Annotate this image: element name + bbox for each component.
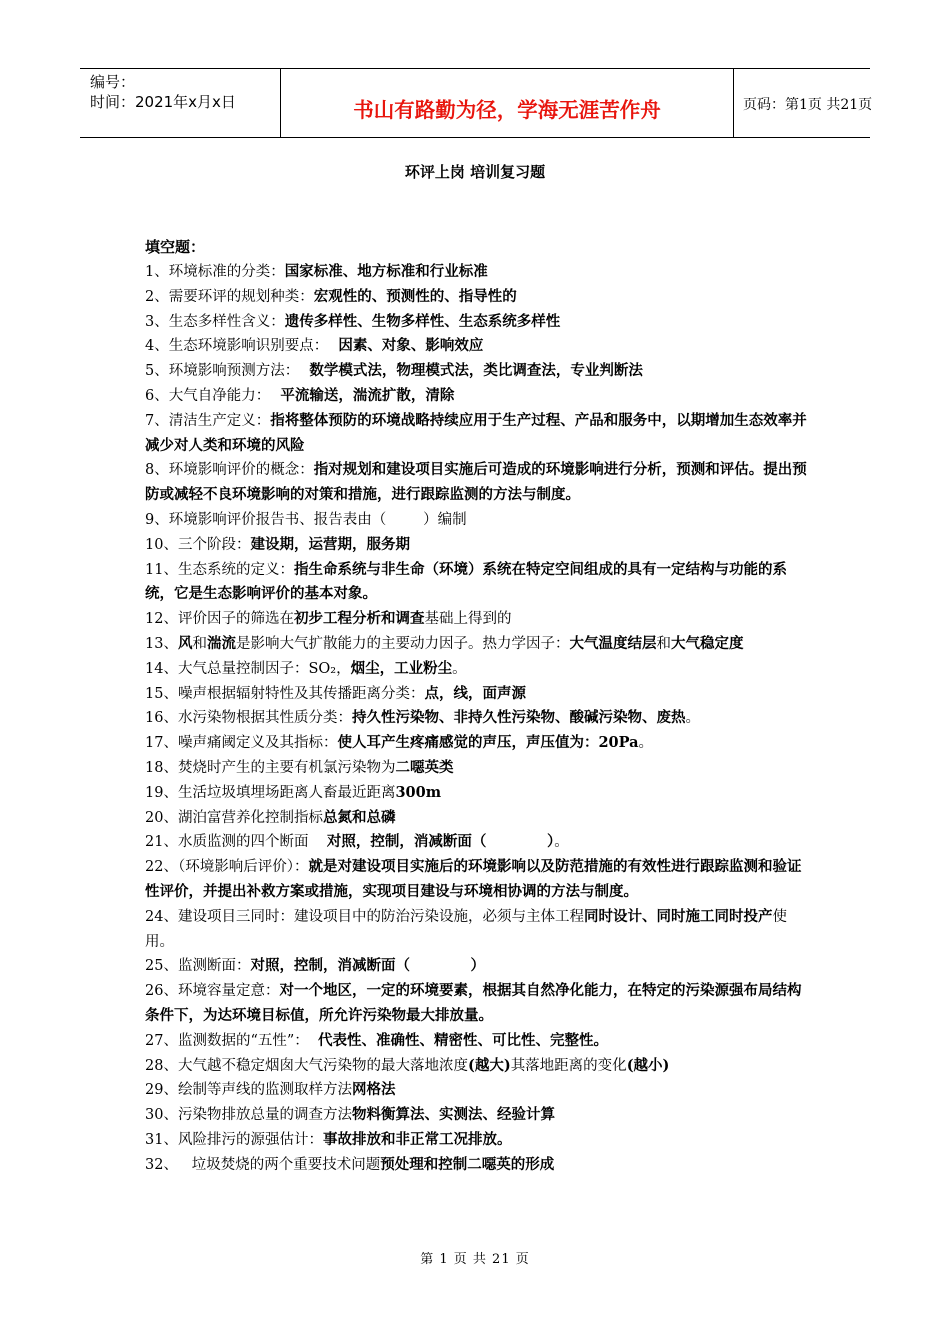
question-text: 11、生态系统的定义： [145, 561, 294, 578]
answer-text: 湍流 [206, 634, 236, 652]
answer-text: 同时设计、同时施工同时投产 [583, 907, 773, 925]
question-text: 31、风险排污的源强估计： [145, 1131, 323, 1148]
answer-text: (越小) [626, 1056, 670, 1074]
question-text: 其落地距离的变化 [510, 1057, 627, 1074]
question-text: 是影响大气扩散能力的主要动力因子。热力学因子： [235, 635, 570, 652]
question-text: 基础上得到的 [424, 611, 512, 628]
question-text: 。 [638, 735, 654, 752]
question-text: 9、环境影响评价报告书、报告表由（ ）编制 [145, 511, 467, 528]
question-item [145, 855, 813, 905]
answer-text: 初步工程分析和调查 [293, 610, 425, 628]
question-item [145, 310, 813, 335]
page-info: 页码：第1页 共21页 [743, 97, 873, 113]
question-text: 21、水质监测的四个断面 [145, 834, 327, 851]
question-item [145, 508, 813, 533]
question-item [145, 830, 813, 855]
question-text: 24、建设项目三同时：建设项目中的防治污染设施，必须与主体工程 [145, 908, 584, 925]
answer-text: 对照，控制，消减断面（ ） [250, 957, 486, 975]
question-item [145, 285, 813, 310]
answer-text: 代表性、准确性、精密性、可比性、完整性。 [318, 1031, 608, 1049]
answer-text: 点，线，面声源 [424, 684, 526, 702]
document-time-label: 时间：2021年x月x日 [90, 93, 236, 111]
answer-text: 网格法 [351, 1081, 396, 1099]
question-item [145, 607, 813, 632]
question-text: 32、 垃圾焚烧的两个重要技术问题 [145, 1156, 381, 1173]
answer-text: 大气稳定度 [670, 634, 744, 652]
question-item [145, 1128, 813, 1153]
question-text: 16、水污染物根据其性质分类： [145, 710, 352, 727]
document-number-label: 编号： [90, 73, 136, 91]
answer-text: 二噁英类 [395, 758, 454, 776]
question-item [145, 334, 813, 359]
question-item [145, 533, 813, 558]
question-item [145, 359, 813, 384]
page-header [80, 68, 873, 138]
question-text: 3、生态多样性含义： [145, 313, 285, 330]
answer-text: 就是对建设项目实施后的环境影响以及防范措施的有效性进行跟踪监测和验证性评价，并提出补救方案或措施，实现项目建设与环境相协调的方法与制度。 [145, 858, 802, 900]
question-item [145, 260, 813, 285]
question-text: 6、大气自净能力： [145, 387, 271, 404]
header-left-cell [80, 69, 280, 137]
answer-text: 预处理和控制二噁英的形成 [380, 1155, 555, 1173]
question-item [145, 682, 813, 707]
question-item [145, 905, 813, 955]
question-list [145, 260, 813, 1177]
header-motto-cell [280, 69, 734, 137]
question-text: 。 [554, 834, 569, 851]
question-text: 20、湖泊富营养化控制指标 [145, 809, 323, 826]
answer-text: 烟尘，工业粉尘 [350, 659, 453, 677]
question-text: 和 [192, 635, 207, 652]
question-item [145, 806, 813, 831]
question-text: 10、三个阶段： [145, 536, 251, 553]
answer-text: (越大) [467, 1056, 511, 1074]
answer-text: 平流输送，湍流扩散，清除 [270, 386, 455, 404]
question-text: 25、监测断面： [145, 958, 251, 975]
answer-text: 使人耳产生疼痛感觉的声压，声压值为：20Pa [337, 734, 639, 752]
question-text: 和 [656, 635, 671, 652]
answer-text: 数学模式法，物理模式法，类比调查法，专业判断法 [299, 362, 643, 380]
question-item [145, 1029, 813, 1054]
answer-text: 300m [395, 783, 442, 801]
question-item [145, 558, 813, 608]
answer-text: 遗传多样性、生物多样性、生态系统多样性 [284, 312, 561, 330]
question-text: 17、噪声痛阈定义及其指标： [145, 735, 338, 752]
question-text: 4、生态环境影响识别要点： [145, 338, 329, 355]
answer-text: 指将整体预防的环境战略持续应用于生产过程、产品和服务中，以期增加生态效率并减少对人类和环境的风险 [145, 411, 807, 454]
header-right-cell [733, 69, 873, 137]
question-item [145, 657, 813, 682]
answer-text: 事故排放和非正常工况排放。 [322, 1130, 512, 1148]
answer-text: 国家标准、地方标准和行业标准 [284, 263, 488, 280]
question-item [145, 781, 813, 806]
question-item [145, 756, 813, 781]
answer-text: 因素、对象、影响效应 [328, 337, 484, 355]
motto-text: 书山有路勤为径，学海无涯苦作舟 [353, 98, 661, 122]
document-body [145, 235, 813, 1177]
question-item [145, 384, 813, 409]
question-text: 。 [452, 660, 467, 677]
question-text: 。 [685, 710, 700, 727]
answer-text: 指对规划和建设项目实施后可造成的环境影响进行分析，预测和评估。提出预防或减轻不良环境影响的对策和措施，进行跟踪监测的方法与制度。 [145, 461, 807, 504]
question-item [145, 954, 813, 979]
question-text: 28、大气越不稳定烟囱大气污染物的最大落地浓度 [145, 1057, 468, 1074]
section-title: 填空题： [145, 238, 206, 256]
question-text: 2、需要环评的规划种类： [145, 288, 314, 305]
answer-text: 宏观性的、预测性的、指导性的 [313, 287, 517, 305]
question-item [145, 1078, 813, 1103]
question-item [145, 458, 813, 508]
question-text: 27、监测数据的“五性”： [145, 1032, 318, 1049]
question-item [145, 1153, 813, 1178]
page-footer: 第 1 页 共 21 页 [420, 1252, 530, 1267]
document-title: 环评上岗 培训复习题 [404, 163, 546, 181]
question-text: 1、环境标准的分类： [145, 264, 285, 280]
question-text: 19、生活垃圾填埋场距离人畜最近距离 [145, 784, 396, 801]
answer-text: 物料衡算法、实测法、经验计算 [351, 1106, 555, 1124]
answer-text: 建设期，运营期，服务期 [250, 535, 410, 553]
question-text: 30、污染物排放总量的调查方法 [145, 1107, 352, 1124]
question-item [145, 632, 813, 657]
question-item [145, 1103, 813, 1128]
question-text: 12、评价因子的筛选在 [145, 611, 294, 628]
answer-text: 持久性污染物、非持久性污染物、酸碱污染物、废热 [351, 709, 686, 727]
question-item [145, 979, 813, 1029]
question-text: 7、清洁生产定义： [145, 412, 271, 429]
question-text: 8、环境影响评价的概念： [145, 462, 314, 479]
question-text: 26、环境容量定意： [145, 983, 280, 1000]
question-text: 15、噪声根据辐射特性及其传播距离分类： [145, 685, 425, 702]
question-text: 5、环境影响预测方法： [145, 363, 300, 380]
question-item [145, 409, 813, 459]
question-text: 使用。 [145, 908, 787, 950]
question-item [145, 706, 813, 731]
question-text: 18、焚烧时产生的主要有机氯污染物为 [145, 759, 396, 776]
question-text: 22、（环境影响后评价）： [145, 859, 309, 876]
question-text: 29、绘制等声线的监测取样方法 [145, 1082, 352, 1099]
question-item [145, 731, 813, 756]
answer-text: 风 [177, 634, 193, 652]
question-text: 13、 [145, 635, 178, 652]
answer-text: 指生命系统与非生命（环境）系统在特定空间组成的具有一定结构与功能的系统，它是生态影响评价的基本对象。 [145, 560, 787, 603]
answer-text: 对一个地区，一定的环境要素，根据其自然净化能力，在特定的污染源强布局结构条件下，为达环境目标值，所允许污染物最大排放量。 [145, 982, 802, 1024]
answer-text: 大气温度结层 [569, 634, 657, 652]
question-text: 14、大气总量控制因子：SO₂， [145, 660, 351, 677]
answer-text: 对照，控制，消减断面（ ） [326, 833, 555, 851]
question-item [145, 1054, 813, 1079]
answer-text: 总氮和总磷 [322, 808, 396, 826]
